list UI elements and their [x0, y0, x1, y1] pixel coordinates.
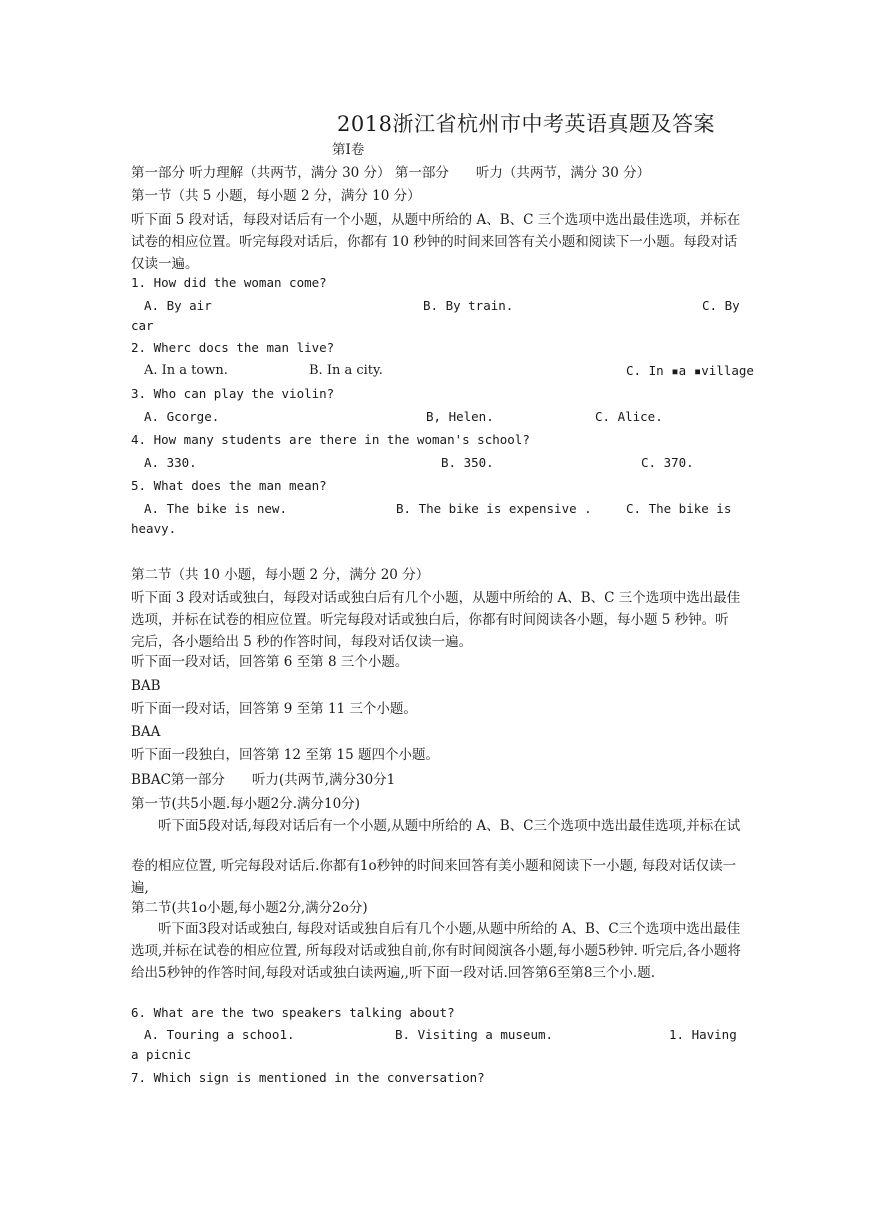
q6-option-a: A. Touring a schoo1.	[144, 1027, 295, 1042]
q6-option-c-cont: a picnic	[131, 1047, 192, 1062]
answer-9-11: BAA	[131, 724, 161, 740]
q1-option-a: A. By air	[144, 298, 212, 313]
volume-label: 第Ⅰ卷	[332, 142, 365, 158]
q5-option-b: B. The bike is expensive .	[396, 501, 592, 516]
section1-header: 第一节（共 5 小题，每小题 2 分，满分 10 分）	[131, 188, 421, 204]
q2-option-b: B. In a city.	[309, 363, 383, 378]
q6-option-b: B. Visiting a museum.	[395, 1027, 554, 1042]
question-2: 2. Wherc docs the man live?	[131, 340, 335, 355]
question-7: 7. Which sign is mentioned in the conversation?	[131, 1070, 485, 1085]
q3-option-a: A. Gcorge.	[144, 409, 220, 424]
question-4: 4. How many students are there in the woman's school?	[131, 432, 530, 447]
q1-option-c-cont: car	[131, 318, 154, 333]
section2b-paragraph: 听下面3段对话或独白, 每段对话或独自后有几个小题,从题中所给的 A、B、C三个选项中选出最佳选项,并标在试卷的相应位置, 所每段对话或独自前,你有时间阅演各小题,每小题5秒钟. 听完后,各小题将给出5秒钟的作答时间,每段对话或独白读两遍,,听下面一段对话.回答第6至第8三个小.题.	[131, 921, 741, 981]
q4-option-c: C. 370.	[641, 455, 694, 470]
answer-6-8: BAB	[131, 678, 161, 694]
question-5: 5. What does the man mean?	[131, 478, 327, 493]
section1-instructions: 听下面 5 段对话，每段对话后有一个小题，从题中所给的 A、B、C 三个选项中选出最佳选项，并标在试卷的相应位置。听完每段对话后，你都有 10 秒钟的时间来回答有关小题和阅读下一小题。每段对话仅读一遍。	[131, 212, 741, 272]
q4-option-b: B. 350.	[441, 455, 494, 470]
listen-12-15: 听下面一段独白，回答第 12 至第 15 题四个小题。	[131, 747, 440, 763]
q3-option-c: C. Alice.	[595, 409, 663, 424]
q6-option-c: 1. Having	[669, 1027, 737, 1042]
section2b-header: 第二节(共1o小题,每小题2分,满分2o分)	[131, 900, 368, 916]
q2-option-a: A. In a town.	[144, 363, 228, 378]
q4-option-a: A. 330.	[144, 455, 197, 470]
part1-header: 第一部分 听力理解（共两节，满分 30 分） 第一部分 听力（共两节，满分 30 分）	[131, 165, 651, 181]
q5-option-c: C. The bike is	[626, 501, 732, 516]
q3-option-b: B, Helen.	[426, 409, 494, 424]
section2-header: 第二节（共 10 小题，每小题 2 分，满分 20 分）	[131, 567, 430, 583]
question-6: 6. What are the two speakers talking about?	[131, 1005, 455, 1020]
section1b-paragraph-2: 卷的相应位置, 听完每段对话后.你都有1o秒钟的时间来回答有美小题和阅读下一小题, 每段对话仅读一 遍,	[131, 858, 737, 896]
document-title: 2018浙江省杭州市中考英语真题及答案	[337, 112, 715, 136]
q5-option-a: A. The bike is new.	[144, 501, 287, 516]
listen-6-8: 听下面一段对话，回答第 6 至第 8 三个小题。	[131, 654, 409, 670]
q2-option-c: C. In ▪a ▪village	[626, 363, 754, 378]
q1-option-b: B. By train.	[423, 298, 514, 313]
question-1: 1. How did the woman come?	[131, 275, 327, 290]
section1b-header: 第一节(共5小题.每小题2分.满分10分)	[131, 796, 360, 812]
section1b-paragraph-1: 听下面5段对话,每段对话后有一个小题,从题中所给的 A、B、C三个选项中选出最佳选项,并标在试	[131, 818, 741, 834]
section2-instructions: 听下面 3 段对话或独白，每段对话或独白后有几个小题，从题中所给的 A、B、C 三个选项中选出最佳选项，并标在试卷的相应位置。听完每段对话或独白后，你都有时间阅读各小题，每小题 5 秒钟。听完后，各小题给出 5 秒的作答时间，每段对话仅读一遍。	[131, 590, 741, 650]
q5-option-c-cont: heavy.	[131, 521, 177, 536]
listen-9-11: 听下面一段对话，回答第 9 至第 11 三个小题。	[131, 701, 417, 717]
answer-12-15: BBAC第一部分 听力(共两节,满分30分1	[131, 772, 396, 788]
q1-option-c: C. By	[702, 298, 740, 313]
question-3: 3. Who can play the violin?	[131, 386, 335, 401]
